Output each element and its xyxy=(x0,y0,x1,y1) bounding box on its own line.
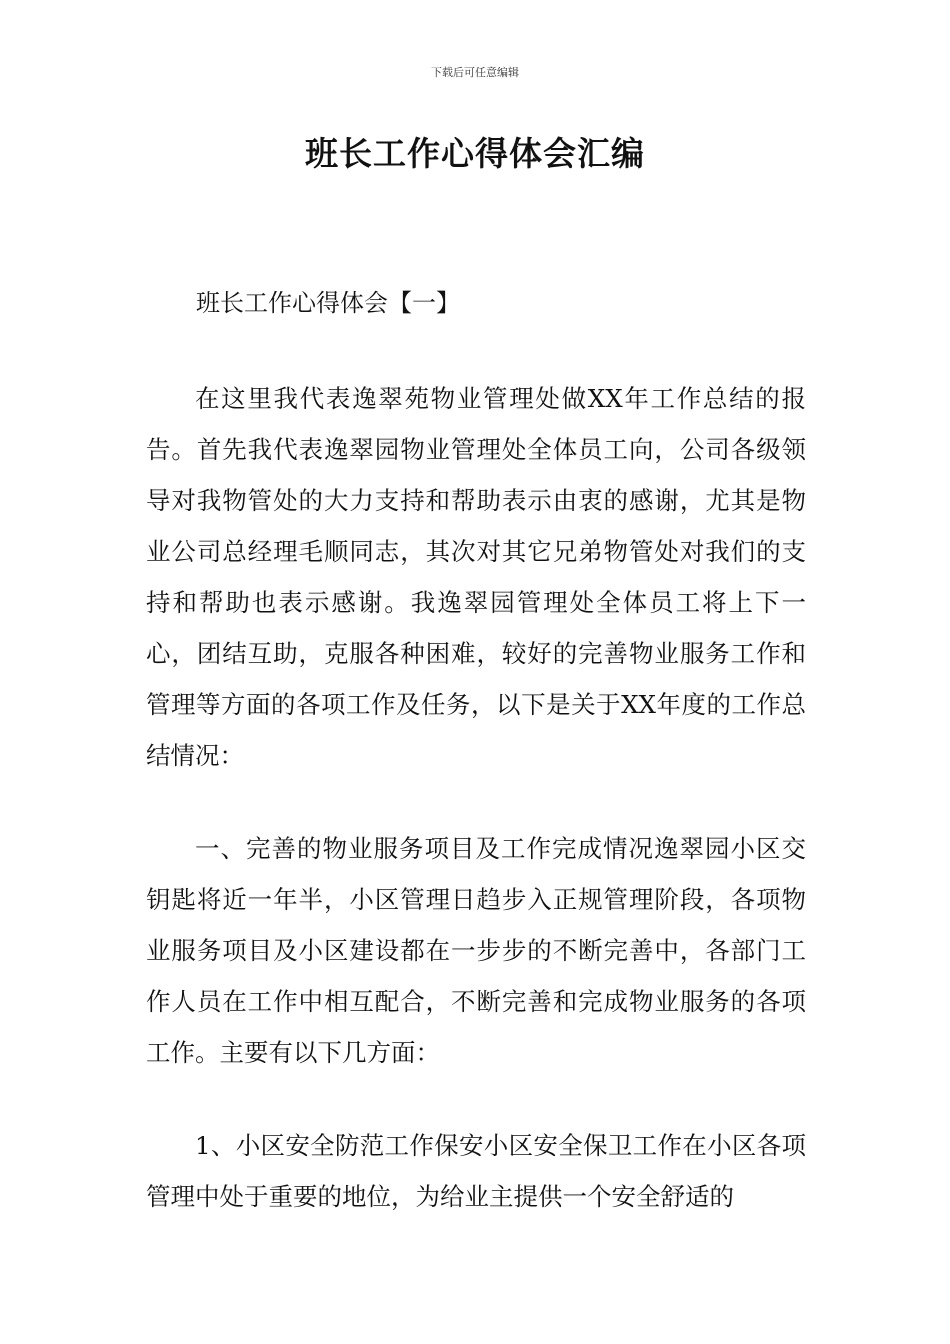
section-heading: 班长工作心得体会【一】 xyxy=(196,289,460,317)
paragraph-security: 1、小区安全防范工作保安小区安全保卫工作在小区各项管理中处于重要的地位，为给业主提供一个安全舒适的 xyxy=(146,1131,806,1211)
header-note: 下载后可任意编辑 xyxy=(431,66,519,79)
paragraph-intro: 在这里我代表逸翠苑物业管理处做XX年工作总结的报告。首先我代表逸翠园物业管理处全体员工向，公司各级领导对我物管处的大力支持和帮助表示由衷的感谢，尤其是物业公司总经理毛顺同志，其次对其它兄弟物管处对我们的支持和帮助也表示感谢。我逸翠园管理处全体员工将上下一心，团结互助，克服各种困难，较好的完善物业服务工作和管理等方面的各项工作及任务，以下是关于XX年度的工作总结情况： xyxy=(146,384,806,770)
paragraph-section-one: 一、完善的物业服务项目及工作完成情况逸翠园小区交钥匙将近一年半，小区管理日趋步入正规管理阶段，各项物业服务项目及小区建设都在一步步的不断完善中，各部门工作人员在工作中相互配合，不断完善和完成物业服务的各项工作。主要有以下几方面： xyxy=(146,834,806,1067)
document-title: 班长工作心得体会汇编 xyxy=(305,134,645,173)
